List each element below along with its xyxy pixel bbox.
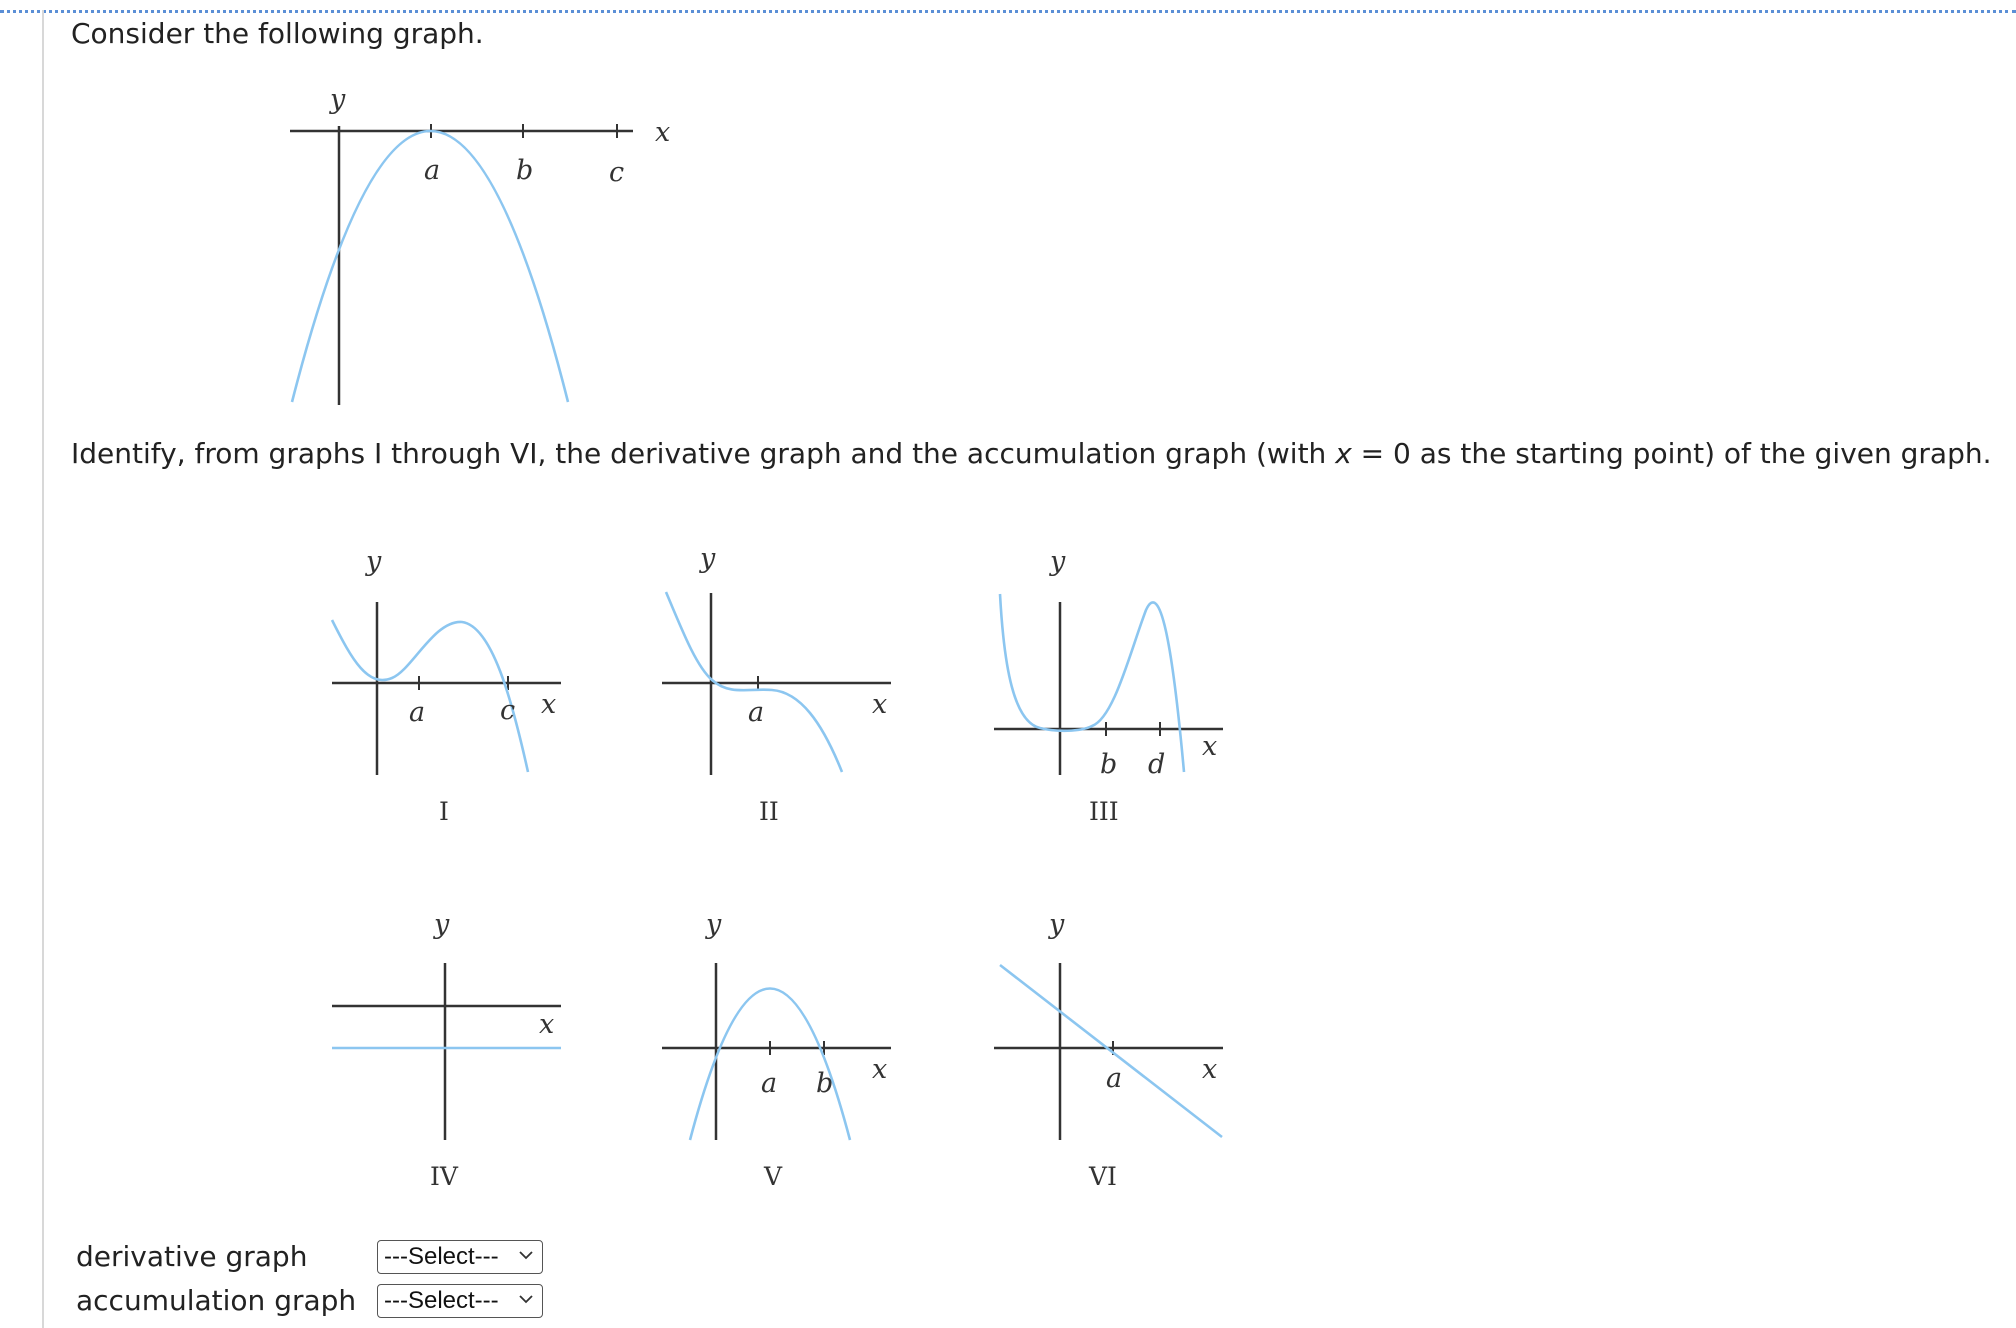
main-graph-y-label: y bbox=[330, 84, 346, 115]
graph-III-tick-label-d: d bbox=[1148, 749, 1166, 780]
derivative-graph-label: derivative graph bbox=[76, 1240, 308, 1273]
graph-VI-curve bbox=[1000, 965, 1222, 1137]
option-graph-II bbox=[662, 543, 891, 826]
graph-V-curve bbox=[690, 989, 850, 1141]
graph-II-numeral: II bbox=[759, 797, 779, 826]
graph-III-curve bbox=[1000, 594, 1184, 772]
main-graph-tick-label-b: b bbox=[516, 155, 534, 186]
main-graph-tick-label-a: a bbox=[424, 155, 441, 186]
graph-I-curve bbox=[332, 620, 528, 772]
instruction-prefix: Identify, from graphs I through VI, the derivative graph and the accumulation graph (with bbox=[71, 437, 1336, 470]
instruction-suffix: = 0 as the starting point) of the given graph. bbox=[1351, 437, 1992, 470]
graph-III-tick-label-b: b bbox=[1100, 749, 1118, 780]
graph-III-y-label: y bbox=[1050, 546, 1066, 577]
graph-II-tick-label-a: a bbox=[748, 697, 765, 728]
graph-IV-x-label: x bbox=[539, 1009, 555, 1040]
chevron-down-icon bbox=[518, 1291, 534, 1307]
option-graph-IV bbox=[332, 909, 561, 1191]
graph-I-y-label: y bbox=[366, 546, 382, 577]
graph-I-x-label: x bbox=[541, 689, 557, 720]
graph-II-y-label: y bbox=[700, 543, 716, 574]
graph-III-x-label: x bbox=[1202, 731, 1218, 762]
option-graph-VI bbox=[994, 909, 1223, 1191]
graph-V-tick-label-b: b bbox=[816, 1068, 834, 1099]
main-graph-tick-label-c: c bbox=[609, 157, 625, 188]
option-graph-III bbox=[994, 546, 1223, 826]
graph-V-tick-label-a: a bbox=[761, 1068, 778, 1099]
graph-VI-numeral: VI bbox=[1089, 1162, 1117, 1191]
graph-I-numeral: I bbox=[439, 797, 449, 826]
main-graph-x-label: x bbox=[655, 117, 671, 148]
graph-IV-numeral: IV bbox=[430, 1162, 458, 1191]
accumulation-graph-select[interactable] bbox=[377, 1284, 543, 1318]
option-graph-V bbox=[662, 909, 891, 1191]
question-prompt: Consider the following graph. bbox=[71, 17, 484, 50]
option-graph-I bbox=[332, 546, 561, 826]
graph-V-x-label: x bbox=[872, 1054, 888, 1085]
graph-IV-y-label: y bbox=[434, 909, 450, 940]
chevron-down-icon bbox=[518, 1247, 534, 1263]
graph-VI-tick-label-a: a bbox=[1106, 1063, 1123, 1094]
graph-V-numeral: V bbox=[764, 1162, 783, 1191]
graph-VI-y-label: y bbox=[1049, 909, 1065, 940]
graph-III-numeral: III bbox=[1089, 797, 1119, 826]
graph-II-x-label: x bbox=[872, 689, 888, 720]
accumulation-graph-select-value: ---Select--- bbox=[384, 1287, 499, 1314]
derivative-graph-select-value: ---Select--- bbox=[384, 1243, 499, 1270]
instruction-variable-x: x bbox=[1335, 437, 1352, 470]
graph-V-y-label: y bbox=[706, 909, 722, 940]
derivative-graph-select[interactable] bbox=[377, 1240, 543, 1274]
graph-VI-x-label: x bbox=[1202, 1054, 1218, 1085]
graph-I-tick-label-c: c bbox=[500, 695, 516, 726]
accumulation-graph-label: accumulation graph bbox=[76, 1284, 357, 1317]
graph-I-tick-label-a: a bbox=[409, 697, 426, 728]
